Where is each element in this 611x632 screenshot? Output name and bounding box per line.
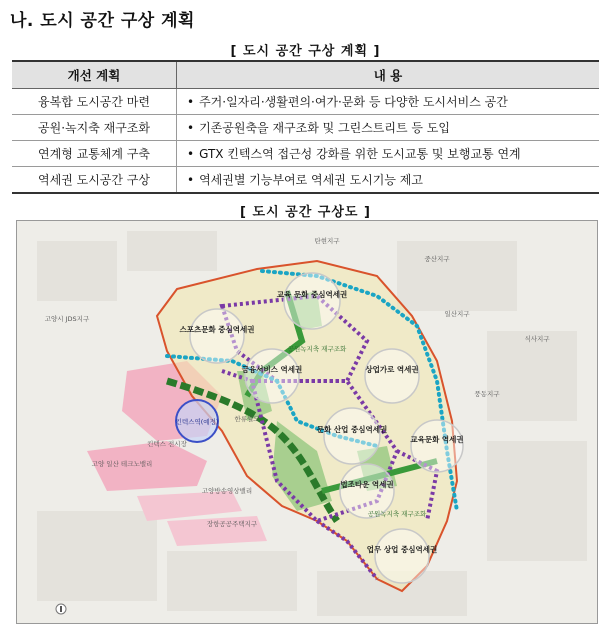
info-icon [56, 604, 66, 614]
section-title: 나. 도시 공간 구상 계획 [10, 11, 195, 31]
bullet: • [187, 147, 195, 161]
table-row [12, 141, 599, 167]
content-cell [177, 89, 600, 115]
plan-cell: 융복합 도시공간 마련 [12, 89, 177, 115]
content-text: 주거·일자리·생활편의·여가·문화 등 다양한 도시서비스 공간 [199, 95, 508, 109]
gtx-label: 킨텍스역(예정) [175, 418, 219, 426]
district-label: 장항공공주택지구 [206, 520, 258, 528]
hub-label: 교육 문화 중심역세권 [276, 290, 348, 299]
hub-label: 문화 산업 중심역세권 [316, 425, 388, 434]
district-label: 한류월드 [234, 415, 260, 423]
green-label: 공원녹지축 재구조화 [367, 510, 427, 518]
district-label: 풍동지구 [474, 390, 500, 398]
hub-label: 금융서비스 역세권 [241, 365, 303, 374]
hub-label: 교육문화 역세권 [410, 435, 464, 444]
district-label: 고양방송영상밸리 [201, 487, 253, 495]
content-cell [177, 167, 600, 194]
map-caption: [ 도시 공간 구상도 ] [240, 205, 371, 220]
plan-cell: 역세권 도시공간 구상 [12, 167, 177, 194]
district-label: 고양 일산 테크노밸리 [91, 460, 153, 468]
district-label: 탄현지구 [314, 237, 340, 245]
bullet: • [187, 173, 195, 187]
plan-cell: 연계형 교통체계 구축 [12, 141, 177, 167]
map-canvas [17, 221, 597, 623]
table-caption: [ 도시 공간 구상 계획 ] [230, 44, 381, 59]
plan-cell: 공원·녹지축 재구조화 [12, 115, 177, 141]
hub-label: 스포츠문화 중심역세권 [179, 325, 255, 334]
green-label: 공원녹지축 재구조화 [287, 345, 347, 353]
spatial-plan-map [16, 220, 598, 624]
district-label: 중산지구 [424, 255, 450, 263]
hub-label: 법조타운 역세권 [340, 480, 394, 489]
district-label: 킨텍스 전시장 [147, 440, 187, 448]
content-cell [177, 141, 600, 167]
bullet: • [187, 121, 195, 135]
header-content: 내 용 [177, 61, 600, 89]
content-cell [177, 115, 600, 141]
hub-label: 업무 상업 중심역세권 [366, 545, 438, 554]
table-row [12, 167, 599, 194]
district-label: 식사지구 [524, 335, 550, 343]
table-row [12, 115, 599, 141]
hub-label: 상업가로 역세권 [365, 365, 419, 374]
content-text: GTX 킨텍스역 접근성 강화를 위한 도시교통 및 보행교통 연계 [199, 147, 521, 161]
district-label: 고양시 JDS지구 [44, 315, 90, 323]
header-plan: 개선 계획 [12, 61, 177, 89]
content-text: 기존공원축을 재구조화 및 그린스트리트 등 도입 [199, 121, 450, 135]
bullet: • [187, 95, 195, 109]
table-row [12, 89, 599, 115]
district-label: 일산지구 [444, 310, 470, 318]
content-text: 역세권별 기능부여로 역세권 도시기능 제고 [199, 173, 423, 187]
plan-table [12, 60, 599, 194]
table-header-row [12, 61, 599, 89]
